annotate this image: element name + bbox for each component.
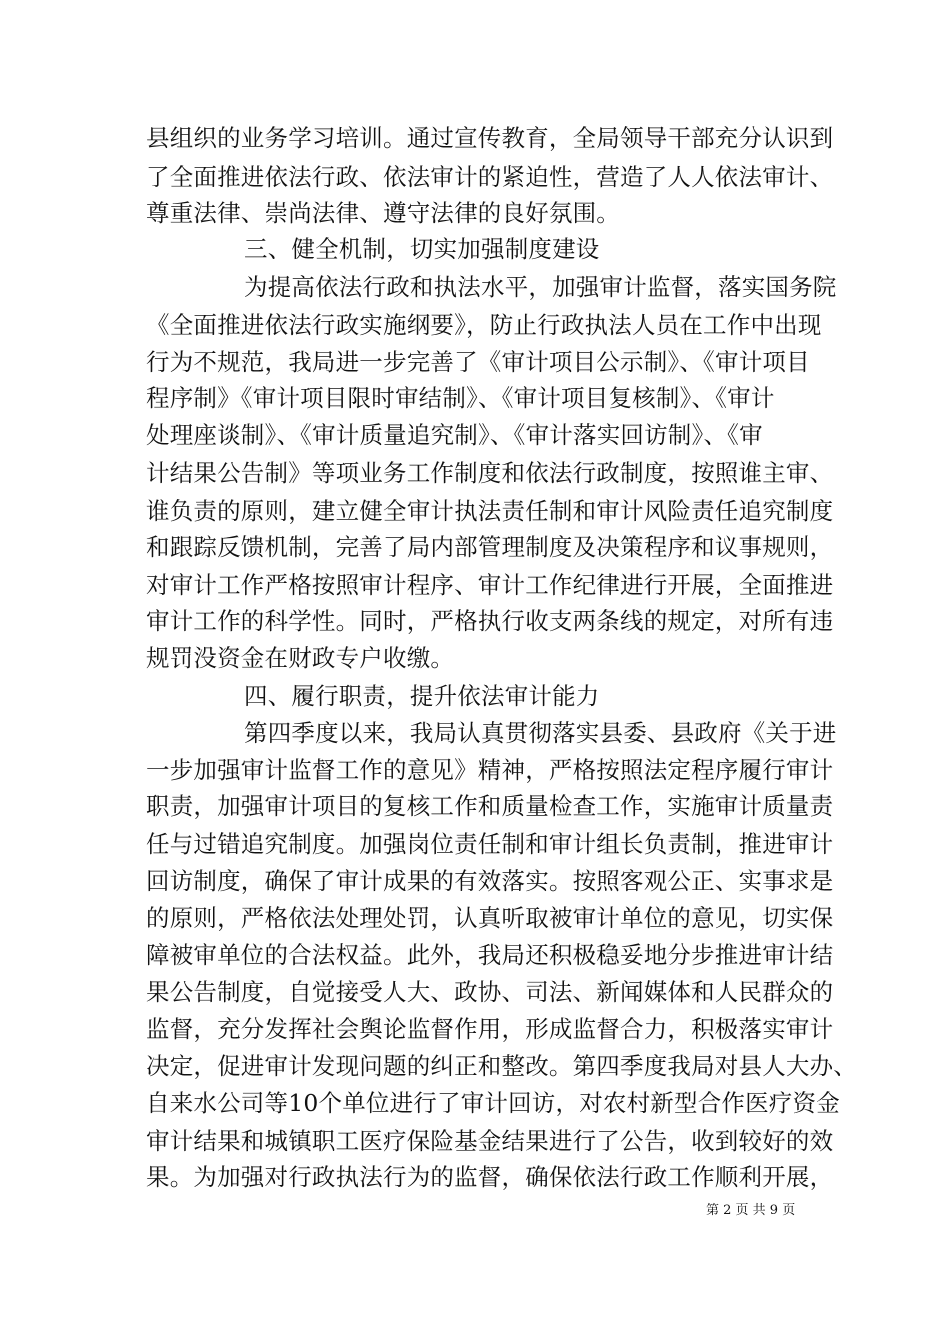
body-line: 处理座谈制》、《审计质量追究制》、《审计落实回访制》、《审 (146, 421, 763, 449)
body-line: 障被审单位的合法权益。此外，我局还积极稳妥地分步推进审计结 (146, 941, 834, 969)
page-number: 第 2 页 共 9 页 (706, 1203, 796, 1218)
body-line: 和跟踪反馈机制，完善了局内部管理制度及决策程序和议事规则， (146, 533, 834, 561)
body-line: 程序制》《审计项目限时审结制》、《审计项目复核制》、《审计 (146, 384, 775, 412)
body-line: 自来水公司等10个单位进行了审计回访，对农村新型合作医疗资金 (146, 1089, 840, 1117)
body-line: 计结果公告制》等项业务工作制度和依法行政制度，按照谁主审、 (146, 459, 834, 487)
body-line: 了全面推进依法行政、依法审计的紧迫性，营造了人人依法审计、 (146, 163, 834, 191)
paragraph-first-line: 为提高依法行政和执法水平，加强审计监督，落实国务院 (244, 273, 837, 301)
body-line: 规罚没资金在财政专户收缴。 (146, 644, 455, 672)
body-line: 回访制度，确保了审计成果的有效落实。按照客观公正、实事求是 (146, 867, 834, 895)
body-line: 尊重法律、崇尚法律、遵守法律的良好氛围。 (146, 199, 620, 227)
body-line: 审计结果和城镇职工医疗保险基金结果进行了公告，收到较好的效 (146, 1127, 834, 1155)
body-line: 的原则，严格依法处理处罚，认真听取被审计单位的意见，切实保 (146, 904, 834, 932)
body-line: 对审计工作严格按照审计程序、审计工作纪律进行开展，全面推进 (146, 571, 834, 599)
body-line: 一步加强审计监督工作的意见》精神，严格按照法定程序履行审计 (146, 756, 834, 784)
body-line: 谁负责的原则，建立健全审计执法责任制和审计风险责任追究制度 (146, 497, 834, 525)
paragraph-first-line: 第四季度以来，我局认真贯彻落实县委、县政府《关于进 (244, 719, 837, 747)
body-line: 《全面推进依法行政实施纲要》，防止行政执法人员在工作中出现 (146, 311, 822, 339)
body-line: 行为不规范，我局进一步完善了《审计项目公示制》、《审计项目 (146, 348, 810, 376)
body-line: 职责，加强审计项目的复核工作和质量检查工作，实施审计质量责 (146, 792, 834, 820)
body-line: 县组织的业务学习培训。通过宣传教育，全局领导干部充分认识到 (146, 124, 834, 152)
body-line: 果公告制度，自觉接受人大、政协、司法、新闻媒体和人民群众的 (146, 978, 834, 1006)
body-line: 果。为加强对行政执法行为的监督，确保依法行政工作顺利开展， (146, 1163, 834, 1191)
body-line: 决定，促进审计发现问题的纠正和整改。第四季度我局对县人大办、 (146, 1052, 857, 1080)
body-line: 审计工作的科学性。同时，严格执行收支两条线的规定，对所有违 (146, 607, 834, 635)
section-heading-4: 四、履行职责，提升依法审计能力 (244, 682, 600, 710)
body-line: 任与过错追究制度。加强岗位责任制和审计组长负责制，推进审计 (146, 830, 834, 858)
body-line: 监督，充分发挥社会舆论监督作用，形成监督合力，积极落实审计 (146, 1015, 834, 1043)
section-heading-3: 三、健全机制，切实加强制度建设 (244, 235, 600, 263)
